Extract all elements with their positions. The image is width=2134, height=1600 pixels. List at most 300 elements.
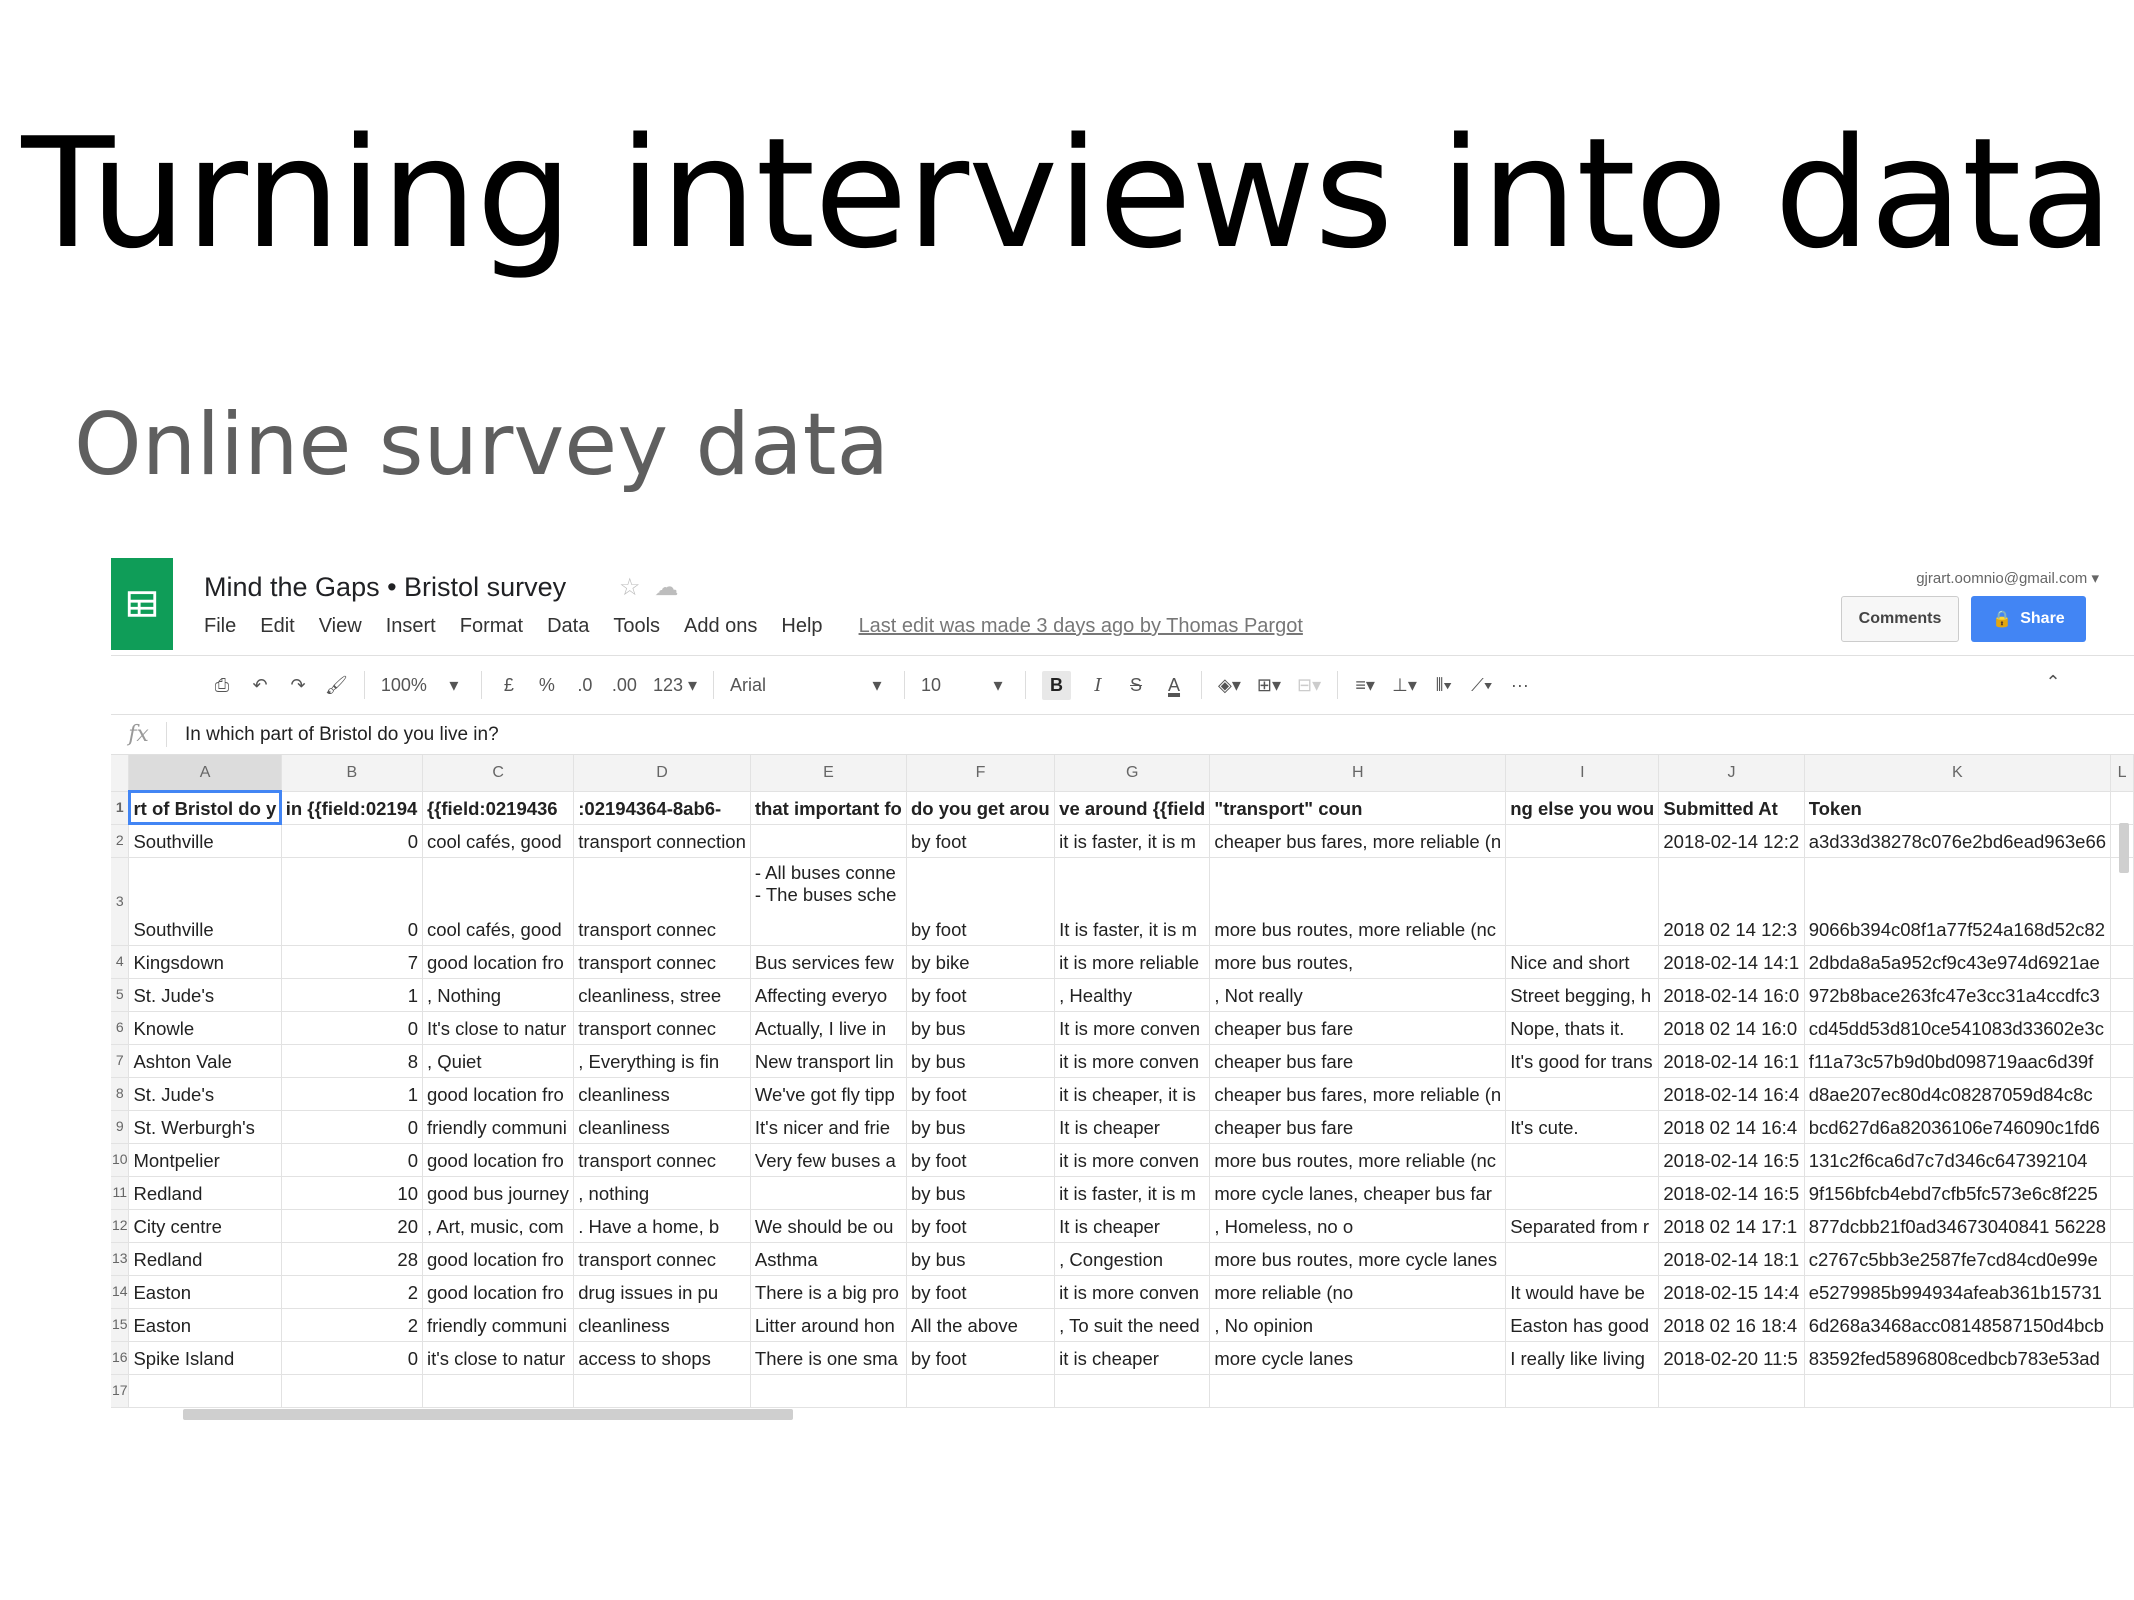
cell[interactable]: 2018-02-14 14:1: [1659, 945, 1804, 978]
cell[interactable]: 0: [281, 824, 422, 857]
chevron-down-icon[interactable]: ▾: [872, 674, 882, 695]
cell[interactable]: [2111, 1341, 2134, 1374]
cell[interactable]: by foot: [906, 1143, 1054, 1176]
cell[interactable]: [281, 1374, 422, 1407]
cell[interactable]: Redland: [129, 1176, 281, 1209]
header-cell[interactable]: ng else you wou: [1506, 791, 1659, 824]
merge-cells-icon[interactable]: ⊟▾: [1297, 674, 1322, 695]
horizontal-align-icon[interactable]: ≡▾: [1355, 674, 1375, 695]
cell[interactable]: , Healthy: [1055, 978, 1210, 1011]
cell[interactable]: more bus routes, more cycle lanes: [1210, 1242, 1506, 1275]
table-row: [111, 1341, 2134, 1374]
cell[interactable]: by bus: [906, 1011, 1054, 1044]
header-cell[interactable]: {{field:0219436: [422, 791, 573, 824]
cell[interactable]: 2018-02-15 14:4: [1659, 1275, 1804, 1308]
cell[interactable]: bcd627d6a82036106e746090c1fd6: [1804, 1110, 2110, 1143]
cell[interactable]: access to shops: [574, 1341, 751, 1374]
cell[interactable]: d8ae207ec80d4c08287059d84c8c: [1804, 1077, 2110, 1110]
cell[interactable]: 83592fed5896808cedbcb783e53ad: [1804, 1341, 2110, 1374]
cell[interactable]: [1659, 1374, 1804, 1407]
chevron-down-icon[interactable]: ▾: [449, 674, 459, 695]
cell[interactable]: , To suit the need: [1055, 1308, 1210, 1341]
cell[interactable]: transport connec: [574, 1143, 751, 1176]
cell[interactable]: it is faster, it is m: [1055, 1176, 1210, 1209]
cell[interactable]: [1506, 1374, 1659, 1407]
cell[interactable]: , Everything is fin: [574, 1044, 751, 1077]
cell[interactable]: good location fro: [422, 1242, 573, 1275]
cell[interactable]: [1210, 1374, 1506, 1407]
cell[interactable]: transport connec: [574, 1242, 751, 1275]
cell[interactable]: 0: [281, 1110, 422, 1143]
cell[interactable]: I really like living: [1506, 1341, 1659, 1374]
header-cell[interactable]: ve around {{field: [1055, 791, 1210, 824]
cell[interactable]: it is more conven: [1055, 1143, 1210, 1176]
cell[interactable]: Separated from r: [1506, 1209, 1659, 1242]
cell[interactable]: Street begging, h: [1506, 978, 1659, 1011]
cell[interactable]: It is more conven: [1055, 1011, 1210, 1044]
menu-help[interactable]: Help: [781, 615, 823, 637]
header-cell[interactable]: :02194364-8ab6-: [574, 791, 751, 824]
cell[interactable]: more bus routes, more reliable (nc: [1210, 1143, 1506, 1176]
decrease-decimal-button[interactable]: .0: [577, 674, 593, 695]
undo-icon[interactable]: ↶: [252, 674, 268, 695]
cell[interactable]: [1506, 1176, 1659, 1209]
row-number[interactable]: 17: [111, 1374, 129, 1407]
cell[interactable]: Spike Island: [129, 1341, 281, 1374]
toolbar-divider: [1025, 671, 1026, 699]
cell[interactable]: Redland: [129, 1242, 281, 1275]
cell[interactable]: 2018-02-14 16:5: [1659, 1143, 1804, 1176]
sheets-logo-icon[interactable]: [111, 558, 173, 650]
column-header[interactable]: E: [750, 755, 906, 791]
column-header[interactable]: B: [281, 755, 422, 791]
cell[interactable]: . Have a home, b: [574, 1209, 751, 1242]
cell[interactable]: Ashton Vale: [129, 1044, 281, 1077]
percent-button[interactable]: %: [538, 674, 555, 695]
table-row: [111, 1242, 2134, 1275]
account-email[interactable]: gjrart.oomnio@gmail.com ▾: [1916, 570, 2099, 587]
cell[interactable]: f11a73c57b9d0bd098719aac6d39f: [1804, 1044, 2110, 1077]
share-button[interactable]: [1971, 596, 2086, 642]
cell[interactable]: It's nicer and frie: [750, 1110, 906, 1143]
cell[interactable]: it's close to natur: [422, 1341, 573, 1374]
cell[interactable]: by bus: [906, 1044, 1054, 1077]
column-header[interactable]: I: [1506, 755, 1659, 791]
row-number[interactable]: 2: [111, 824, 129, 857]
italic-button[interactable]: I: [1094, 674, 1102, 696]
cell[interactable]: All the above: [906, 1308, 1054, 1341]
cell[interactable]: [906, 1374, 1054, 1407]
cell[interactable]: New transport lin: [750, 1044, 906, 1077]
cell[interactable]: good location fro: [422, 1275, 573, 1308]
cell[interactable]: 20: [281, 1209, 422, 1242]
row-number[interactable]: 12: [111, 1209, 129, 1242]
cell[interactable]: cleanliness: [574, 1308, 751, 1341]
column-header[interactable]: D: [574, 755, 751, 791]
cell[interactable]: There is a big pro: [750, 1275, 906, 1308]
cell[interactable]: [2111, 1242, 2134, 1275]
column-header[interactable]: F: [906, 755, 1054, 791]
column-header[interactable]: K: [1804, 755, 2110, 791]
column-header[interactable]: H: [1210, 755, 1506, 791]
menu-addons[interactable]: Add ons: [684, 615, 758, 637]
cell[interactable]: cheaper bus fare: [1210, 1011, 1506, 1044]
column-header[interactable]: L: [2111, 755, 2134, 791]
cell[interactable]: transport connec: [574, 945, 751, 978]
vertical-align-icon[interactable]: ⊥▾: [1392, 674, 1417, 695]
increase-decimal-button[interactable]: .00: [611, 674, 637, 695]
cell[interactable]: - All buses conne - The buses sche: [750, 857, 906, 945]
vertical-scrollbar[interactable]: [2119, 823, 2129, 873]
cell[interactable]: 2018 02 14 16:4: [1659, 1110, 1804, 1143]
cell[interactable]: 10: [281, 1176, 422, 1209]
cell[interactable]: [2111, 1110, 2134, 1143]
cell[interactable]: 7: [281, 945, 422, 978]
menu-data[interactable]: Data: [547, 615, 590, 637]
cell[interactable]: 2018-02-20 11:5: [1659, 1341, 1804, 1374]
cell[interactable]: [2111, 945, 2134, 978]
row-number[interactable]: 6: [111, 1011, 129, 1044]
cell[interactable]: cleanliness: [574, 1077, 751, 1110]
folder-icon[interactable]: ☁: [654, 574, 693, 601]
cell[interactable]: City centre: [129, 1209, 281, 1242]
collapse-chevron-icon[interactable]: ⌃: [2045, 672, 2061, 692]
row-number[interactable]: 1: [111, 791, 129, 824]
chevron-down-icon[interactable]: ▾: [993, 674, 1003, 695]
cell[interactable]: friendly communi: [422, 1110, 573, 1143]
cell[interactable]: more bus routes, more reliable (nc: [1210, 857, 1506, 945]
cell[interactable]: cleanliness, stree: [574, 978, 751, 1011]
menu-view[interactable]: View: [318, 615, 362, 637]
cell[interactable]: [2111, 1044, 2134, 1077]
cell[interactable]: , Nothing: [422, 978, 573, 1011]
cell[interactable]: Asthma: [750, 1242, 906, 1275]
cell[interactable]: 2: [281, 1275, 422, 1308]
row-number[interactable]: 11: [111, 1176, 129, 1209]
text-wrap-icon[interactable]: ⫴▾: [1435, 674, 1453, 695]
cell[interactable]: it is cheaper, it is: [1055, 1077, 1210, 1110]
fx-icon: fx: [111, 722, 167, 747]
cell[interactable]: 1: [281, 1077, 422, 1110]
cell[interactable]: Easton has good: [1506, 1308, 1659, 1341]
table-row: [111, 1143, 2134, 1176]
text-rotation-icon[interactable]: ⟋▾: [1471, 674, 1493, 695]
header-cell[interactable]: rt of Bristol do y: [129, 791, 281, 824]
cell[interactable]: 2018 02 16 18:4: [1659, 1308, 1804, 1341]
currency-button[interactable]: £: [503, 674, 514, 695]
header-cell[interactable]: [2111, 791, 2134, 824]
cell[interactable]: 131c2f6ca6d7c7d346c647392104: [1804, 1143, 2110, 1176]
cell[interactable]: , No opinion: [1210, 1308, 1506, 1341]
cell[interactable]: [1506, 824, 1659, 857]
cell[interactable]: 972b8bace263fc47e3cc31a4ccdfc3: [1804, 978, 2110, 1011]
last-edit-link[interactable]: Last edit was made 3 days ago by Thomas Pargot: [858, 615, 1303, 637]
cell[interactable]: , nothing: [574, 1176, 751, 1209]
cell[interactable]: [1055, 1374, 1210, 1407]
cell[interactable]: Nice and short: [1506, 945, 1659, 978]
comments-button[interactable]: Comments: [1841, 596, 1959, 642]
cell[interactable]: , Art, music, com: [422, 1209, 573, 1242]
row-number[interactable]: 9: [111, 1110, 129, 1143]
cell[interactable]: 2dbda8a5a952cf9c43e974d6921ae: [1804, 945, 2110, 978]
header-cell[interactable]: Submitted At: [1659, 791, 1804, 824]
more-formats-button[interactable]: 123 ▾: [652, 674, 698, 695]
cell[interactable]: e5279985b994934afeab361b15731: [1804, 1275, 2110, 1308]
cell[interactable]: [422, 1374, 573, 1407]
zoom-select[interactable]: 100%: [380, 674, 427, 695]
row-number[interactable]: 16: [111, 1341, 129, 1374]
redo-icon[interactable]: ↷: [290, 674, 306, 695]
cell[interactable]: 9f156bfcb4ebd7cfb5fc573e6c8f225: [1804, 1176, 2110, 1209]
row-number[interactable]: 10: [111, 1143, 129, 1176]
fill-color-icon[interactable]: ◈▾: [1218, 674, 1241, 695]
table-row: [111, 1209, 2134, 1242]
document-title[interactable]: Mind the Gaps • Bristol survey: [204, 572, 567, 602]
cell[interactable]: St. Werburgh's: [129, 1110, 281, 1143]
column-header[interactable]: C: [422, 755, 573, 791]
cell[interactable]: Litter around hon: [750, 1308, 906, 1341]
cell[interactable]: it is cheaper: [1055, 1341, 1210, 1374]
cell[interactable]: [2111, 1011, 2134, 1044]
header-cell[interactable]: that important fo: [750, 791, 906, 824]
column-header[interactable]: J: [1659, 755, 1804, 791]
cell[interactable]: 2018 02 14 17:1: [1659, 1209, 1804, 1242]
row-number[interactable]: 7: [111, 1044, 129, 1077]
cell[interactable]: [2111, 1176, 2134, 1209]
cell[interactable]: We've got fly tipp: [750, 1077, 906, 1110]
cell[interactable]: [1506, 1077, 1659, 1110]
borders-icon[interactable]: ⊞▾: [1256, 674, 1282, 695]
table-row: [111, 978, 2134, 1011]
lock-icon: 🔒: [1992, 611, 2013, 628]
cell[interactable]: Easton: [129, 1308, 281, 1341]
more-icon[interactable]: ···: [1510, 674, 1529, 695]
cell[interactable]: It would have be: [1506, 1275, 1659, 1308]
cell[interactable]: Affecting everyo: [750, 978, 906, 1011]
table-row: [111, 1011, 2134, 1044]
cell[interactable]: 2018-02-14 16:1: [1659, 1044, 1804, 1077]
cell[interactable]: 2018-02-14 12:2: [1659, 824, 1804, 857]
cell[interactable]: It is cheaper: [1055, 1209, 1210, 1242]
cell[interactable]: 2018-02-14 16:0: [1659, 978, 1804, 1011]
cell[interactable]: [750, 1176, 906, 1209]
cell[interactable]: 0: [281, 1341, 422, 1374]
cell[interactable]: [750, 824, 906, 857]
cell[interactable]: friendly communi: [422, 1308, 573, 1341]
cell[interactable]: cheaper bus fare: [1210, 1110, 1506, 1143]
cell[interactable]: Southville: [129, 824, 281, 857]
row-number[interactable]: 14: [111, 1275, 129, 1308]
cell[interactable]: Easton: [129, 1275, 281, 1308]
table-row: [111, 857, 2134, 945]
cell[interactable]: more cycle lanes: [1210, 1341, 1506, 1374]
cell[interactable]: transport connec: [574, 857, 751, 945]
cell[interactable]: by bike: [906, 945, 1054, 978]
cell[interactable]: by bus: [906, 1242, 1054, 1275]
cell[interactable]: a3d33d38278c076e2bd6ead963e66: [1804, 824, 2110, 857]
menu-format[interactable]: Format: [459, 615, 524, 637]
cell[interactable]: [1804, 1374, 2110, 1407]
cell[interactable]: more cycle lanes, cheaper bus far: [1210, 1176, 1506, 1209]
cell[interactable]: it is more conven: [1055, 1275, 1210, 1308]
cell[interactable]: 2018-02-14 16:4: [1659, 1077, 1804, 1110]
menu-file[interactable]: File: [204, 615, 237, 637]
cell[interactable]: it is more conven: [1055, 1044, 1210, 1077]
cell[interactable]: Montpelier: [129, 1143, 281, 1176]
cell[interactable]: more bus routes,: [1210, 945, 1506, 978]
toolbar-divider: [713, 671, 714, 699]
row-number[interactable]: 5: [111, 978, 129, 1011]
cell[interactable]: , Quiet: [422, 1044, 573, 1077]
row-number[interactable]: 8: [111, 1077, 129, 1110]
row-number[interactable]: 4: [111, 945, 129, 978]
cell[interactable]: [574, 1374, 751, 1407]
table-row: [111, 945, 2134, 978]
cell[interactable]: 6d268a3468acc08148587150d4bcb: [1804, 1308, 2110, 1341]
menu-insert[interactable]: Insert: [385, 615, 436, 637]
cell[interactable]: Nope, thats it.: [1506, 1011, 1659, 1044]
cell[interactable]: 2018 02 14 12:3: [1659, 857, 1804, 945]
cell[interactable]: cd45dd53d810ce541083d33602e3c: [1804, 1011, 2110, 1044]
cell[interactable]: good location fro: [422, 1077, 573, 1110]
cell[interactable]: cheaper bus fares, more reliable (n: [1210, 1077, 1506, 1110]
row-number[interactable]: 15: [111, 1308, 129, 1341]
cell[interactable]: There is one sma: [750, 1341, 906, 1374]
cell[interactable]: c2767c5bb3e2587fe7cd84cd0e99e: [1804, 1242, 2110, 1275]
cell[interactable]: It's cute.: [1506, 1110, 1659, 1143]
horizontal-scrollbar[interactable]: [183, 1409, 793, 1420]
cell[interactable]: 2: [281, 1308, 422, 1341]
formula-bar: [111, 715, 2134, 755]
cell[interactable]: Knowle: [129, 1011, 281, 1044]
cell[interactable]: [2111, 1077, 2134, 1110]
cell[interactable]: transport connection: [574, 824, 751, 857]
cell[interactable]: good bus journey: [422, 1176, 573, 1209]
cell[interactable]: by foot: [906, 824, 1054, 857]
cell[interactable]: It is faster, it is m: [1055, 857, 1210, 945]
cell[interactable]: We should be ou: [750, 1209, 906, 1242]
cell[interactable]: it is more reliable: [1055, 945, 1210, 978]
cell[interactable]: 8: [281, 1044, 422, 1077]
cell[interactable]: 877dcbb21f0ad34673040841 56228: [1804, 1209, 2110, 1242]
row-number[interactable]: 3: [111, 857, 129, 945]
cell[interactable]: [2111, 1374, 2134, 1407]
table-row: [111, 1374, 2134, 1407]
cell[interactable]: by foot: [906, 978, 1054, 1011]
cell[interactable]: 9066b394c08f1a77f524a168d52c82: [1804, 857, 2110, 945]
star-folder-icons[interactable]: [619, 573, 693, 602]
header-cell[interactable]: "transport" coun: [1210, 791, 1506, 824]
cell[interactable]: It's close to natur: [422, 1011, 573, 1044]
header-cell[interactable]: in {{field:02194: [281, 791, 422, 824]
cell[interactable]: [2111, 1209, 2134, 1242]
cell[interactable]: It's good for trans: [1506, 1044, 1659, 1077]
header-cell[interactable]: do you get arou: [906, 791, 1054, 824]
cell[interactable]: 0: [281, 1011, 422, 1044]
column-header[interactable]: A: [129, 755, 281, 791]
cell[interactable]: , Not really: [1210, 978, 1506, 1011]
cell[interactable]: , Homeless, no o: [1210, 1209, 1506, 1242]
star-icon[interactable]: ☆: [619, 574, 655, 601]
cell[interactable]: [1506, 1242, 1659, 1275]
cell[interactable]: it is faster, it is m: [1055, 824, 1210, 857]
cell[interactable]: [1506, 857, 1659, 945]
font-select[interactable]: Arial: [730, 674, 767, 695]
cell[interactable]: [2111, 1143, 2134, 1176]
strikethrough-button[interactable]: S: [1130, 674, 1143, 695]
cell[interactable]: [2111, 978, 2134, 1011]
column-header[interactable]: G: [1055, 755, 1210, 791]
cell[interactable]: It is cheaper: [1055, 1110, 1210, 1143]
cell[interactable]: transport connec: [574, 1011, 751, 1044]
cell[interactable]: by foot: [906, 1209, 1054, 1242]
cell[interactable]: [129, 1374, 281, 1407]
cell[interactable]: Kingsdown: [129, 945, 281, 978]
cell[interactable]: [2111, 1308, 2134, 1341]
row-number[interactable]: 13: [111, 1242, 129, 1275]
cell[interactable]: 0: [281, 857, 422, 945]
cell[interactable]: [750, 1374, 906, 1407]
cell[interactable]: 1: [281, 978, 422, 1011]
cell[interactable]: by foot: [906, 857, 1054, 945]
cell[interactable]: Actually, I live in: [750, 1011, 906, 1044]
cell[interactable]: good location fro: [422, 945, 573, 978]
print-icon[interactable]: ⎙: [214, 674, 230, 695]
toolbar: [111, 655, 2134, 715]
cell[interactable]: good location fro: [422, 1143, 573, 1176]
cell[interactable]: Southville: [129, 857, 281, 945]
cell[interactable]: cool cafés, good: [422, 857, 573, 945]
cell[interactable]: 2018-02-14 16:5: [1659, 1176, 1804, 1209]
cell[interactable]: 28: [281, 1242, 422, 1275]
formula-input[interactable]: In which part of Bristol do you live in?: [185, 723, 499, 745]
cell[interactable]: 2018-02-14 18:1: [1659, 1242, 1804, 1275]
cell[interactable]: by foot: [906, 1077, 1054, 1110]
menu-edit[interactable]: Edit: [260, 615, 295, 637]
paint-format-icon[interactable]: 🖌: [325, 674, 348, 695]
cell[interactable]: [2111, 1275, 2134, 1308]
cell[interactable]: more reliable (no: [1210, 1275, 1506, 1308]
header-cell[interactable]: Token: [1804, 791, 2110, 824]
cell[interactable]: cheaper bus fares, more reliable (n: [1210, 824, 1506, 857]
cell[interactable]: by bus: [906, 1110, 1054, 1143]
toolbar-divider: [1337, 671, 1338, 699]
text-color-button[interactable]: A: [1168, 674, 1181, 695]
corner-cell[interactable]: [111, 755, 129, 791]
cell[interactable]: , Congestion: [1055, 1242, 1210, 1275]
cell[interactable]: cool cafés, good: [422, 824, 573, 857]
cell[interactable]: cheaper bus fare: [1210, 1044, 1506, 1077]
cell[interactable]: by foot: [906, 1275, 1054, 1308]
cell[interactable]: [1506, 1143, 1659, 1176]
cell[interactable]: by bus: [906, 1176, 1054, 1209]
menu-tools[interactable]: Tools: [613, 615, 661, 637]
cell[interactable]: Very few buses a: [750, 1143, 906, 1176]
cell[interactable]: Bus services few: [750, 945, 906, 978]
toolbar-divider: [364, 671, 365, 699]
table-row: [111, 791, 2134, 824]
cell[interactable]: cleanliness: [574, 1110, 751, 1143]
data-table: [111, 755, 2134, 1408]
cell[interactable]: drug issues in pu: [574, 1275, 751, 1308]
cell[interactable]: St. Jude's: [129, 1077, 281, 1110]
bold-button[interactable]: B: [1042, 671, 1071, 700]
cell[interactable]: St. Jude's: [129, 978, 281, 1011]
cell[interactable]: by foot: [906, 1341, 1054, 1374]
font-size-select[interactable]: 10: [921, 674, 942, 695]
cell[interactable]: 0: [281, 1143, 422, 1176]
cell[interactable]: 2018 02 14 16:0: [1659, 1011, 1804, 1044]
